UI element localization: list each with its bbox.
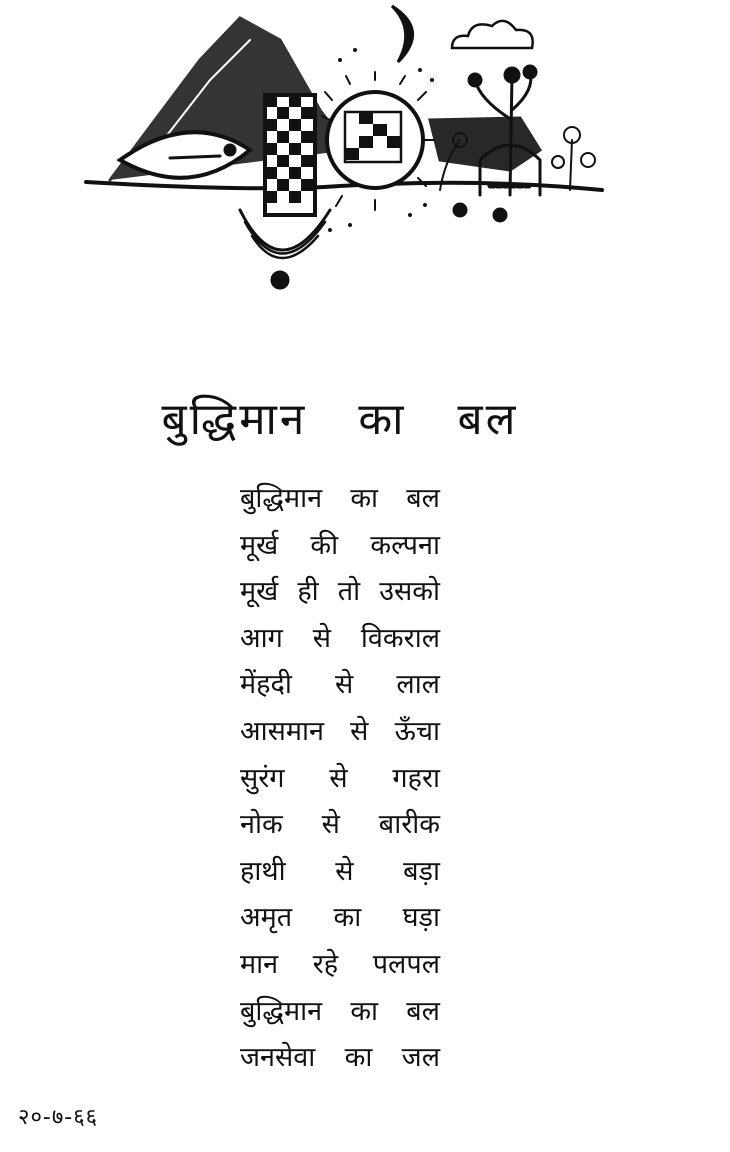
poem-title: बुद्धिमान का बल (161, 394, 519, 445)
poem-line: आग से विकराल (240, 622, 440, 654)
poem-line: बुद्धिमान का बल (240, 995, 440, 1027)
poem-line: आसमान से ऊँचा (240, 715, 440, 747)
poem-line: नोक से बारीक (240, 809, 440, 841)
poem-lines (240, 476, 440, 1082)
folk-art-illustration-icon (80, 0, 610, 295)
poem-line: मूर्ख ही तो उसको (240, 576, 440, 608)
poem-line: बुद्धिमान का बल (240, 483, 440, 514)
poem-line: मान रहे पलपल (240, 948, 440, 980)
poem-line: मूर्ख की कल्पना (240, 529, 440, 561)
poem-line: मेंहदी से लाल (240, 669, 440, 701)
poem-date: २०-७-६६ (18, 1105, 99, 1130)
poem-line: अमृत का घड़ा (240, 902, 440, 934)
poem-line: सुरंग से गहरा (240, 762, 440, 794)
poem-line: हाथी से बड़ा (240, 855, 440, 887)
poem-line: जनसेवा का जल (240, 1042, 440, 1074)
